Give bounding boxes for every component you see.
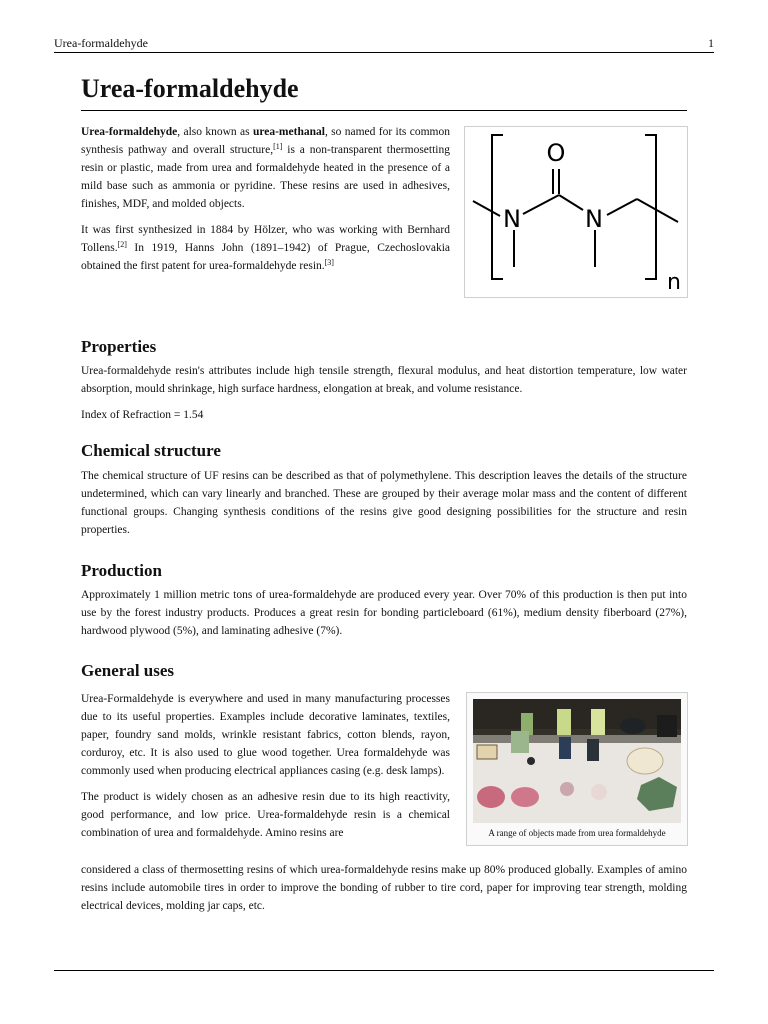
general-uses-continued xyxy=(81,861,687,923)
heading-general-uses: General uses xyxy=(81,661,175,680)
heading-chemical-structure: Chemical structure xyxy=(81,441,221,460)
production-section xyxy=(81,586,687,648)
general-uses-paragraph-2b: considered a class of thermosetting resins of which urea-formaldehyde resins make up 80% produced globally. Examples of amino resins include automobile tires in order to improve the bonding of rubber to tire cord, paper for improving tear strength, molding electrical devices, molding jar caps, etc. xyxy=(81,864,687,912)
urea-formaldehyde-structure-diagram xyxy=(465,127,687,297)
citation-link-2[interactable]: [2] xyxy=(117,240,127,249)
running-header xyxy=(54,36,714,53)
repeat-subscript: n xyxy=(667,270,681,295)
chemical-structure-paragraph: The chemical structure of UF resins can be described as that of polymethylene. This description leaves the details of the structure undetermined, which can vary linearly and branched. These are grouped by their average molar mass and the content of different functional groups. Changing synthesis conditions of the resins give good designing possibilities for the structure and resin properties. xyxy=(81,470,687,536)
chemical-structure-section xyxy=(81,467,687,547)
bond-right-chain xyxy=(637,199,678,222)
title-rule xyxy=(81,110,687,111)
atom-nitrogen-1: N xyxy=(503,205,521,233)
heading-properties: Properties xyxy=(81,337,157,356)
chemical-structure-figure xyxy=(464,126,688,298)
objects-figure xyxy=(466,692,688,846)
urea-formaldehyde-objects-photo xyxy=(473,699,681,823)
page-number: 1 xyxy=(708,36,714,50)
figure-caption: A range of objects made from urea formaldehyde xyxy=(488,828,666,838)
properties-paragraph-2: Index of Refraction = 1.54 xyxy=(81,409,204,421)
production-paragraph: Approximately 1 million metric tons of urea-formaldehyde are produced every year. Over 70% of this production is then put into use by the forest industry products. Produces a great resin for bonding particleboard (61%), medium density fiberboard (27%), hardwood plywood (5%), and laminating adhesive (7%). xyxy=(81,589,687,637)
page-title: Urea-formaldehyde xyxy=(81,74,299,103)
intro-paragraph-1: Urea-formaldehyde, also known as urea-methanal, so named for its common synthesis pathway and overall structure,[1] is a non-transparent thermosetting resin or plastic, made from urea and formaldehyde heated in the presence of a mild base such as ammonia or pyridine. These resins are used in adhesives, finishes, MDF, and molded objects. xyxy=(81,126,450,210)
left-bracket xyxy=(492,135,503,279)
intro-text xyxy=(81,123,450,283)
properties-paragraph-1: Urea-formaldehyde resin's attributes include high tensile strength, flexural modulus, and heat distortion temperature, low water absorption, mould shrinkage, high surface hardness, elongation at break, and volume resistance. xyxy=(81,365,687,395)
heading-production: Production xyxy=(81,561,162,580)
running-header-title: Urea-formaldehyde xyxy=(54,36,148,50)
bond-left-chain xyxy=(473,201,500,216)
term-urea-methanal: urea-methanal xyxy=(252,126,325,138)
general-uses-paragraph-2a: The product is widely chosen as an adhesive resin due to its high reactivity, good performance, and low price. Urea-formaldehyde resin is a chemical combination of urea and formaldehyde. Amino resins are xyxy=(81,791,450,839)
properties-section xyxy=(81,362,687,432)
footer-rule xyxy=(54,970,714,971)
bond-n2-ch2 xyxy=(607,199,637,215)
citation-link-1[interactable]: [1] xyxy=(273,142,283,151)
intro-paragraph-2: It was first synthesized in 1884 by Hölzer, who was working with Bernhard Tollens.[2] In 1919, Hanns John (1891–1942) of Prague, Czechoslovakia obtained the first patent for urea-formaldehyde resin.[3] xyxy=(81,224,450,272)
citation-link-3[interactable]: [3] xyxy=(324,258,334,267)
bond-carbonyl-n2 xyxy=(559,195,583,210)
atom-nitrogen-2: N xyxy=(585,205,603,233)
bond-n1-carbonyl xyxy=(523,195,559,214)
term-urea-formaldehyde: Urea-formaldehyde xyxy=(81,126,178,138)
general-uses-paragraph-1: Urea-Formaldehyde is everywhere and used in many manufacturing processes due to its useful properties. Examples include decorative laminates, textiles, paper, foundry sand molds, wrinkle resistant fabrics, cotton blends, rayon, corduroy, etc. It is also used to glue wood together. Urea formaldehyde was commonly used when producing electrical appliances casing (e.g. desk lamps). xyxy=(81,693,450,777)
general-uses-section xyxy=(81,690,450,842)
atom-oxygen: O xyxy=(546,139,566,167)
